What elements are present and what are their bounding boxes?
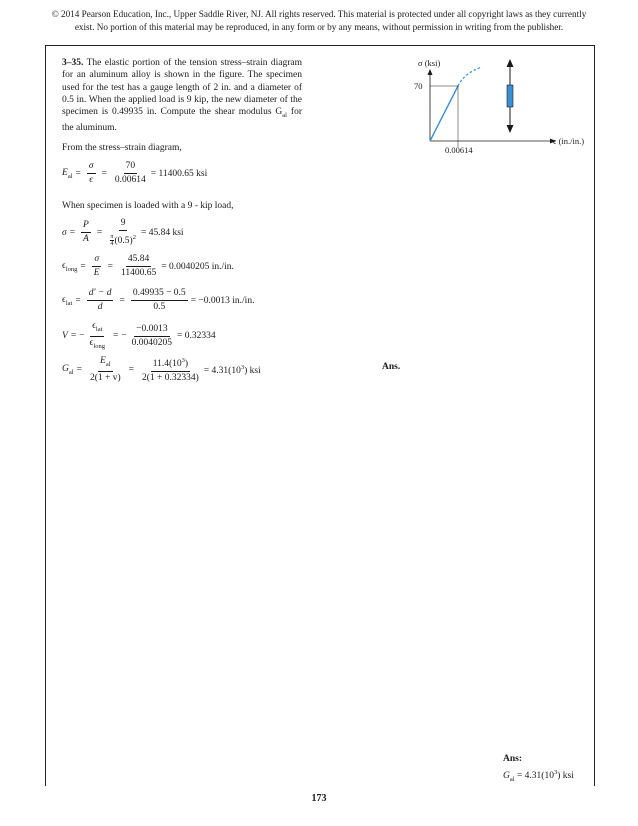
eq6-result-end: ) ksi: [244, 365, 261, 376]
specimen-bottom-arrow: [507, 125, 514, 133]
eq2-pi: π: [110, 232, 114, 240]
eq1-result: = 11400.65 ksi: [150, 168, 208, 179]
eq5-sym-den-sub: long: [93, 342, 105, 350]
equation-g-al: $G_{al}$ = $\frac{E_{al}}{2(1 + v)}$ = $\frac{11.4(10^3)}{2(1 + 0.32334)}$ = $4.31(10^3)$ ksi: [62, 355, 261, 384]
eq2-result: = 45.84 ksi: [140, 227, 184, 238]
problem-text-sub: al: [282, 112, 287, 120]
eq5-sym-den: ϵ: [89, 337, 94, 348]
eq6-result: = 4.31(10: [203, 365, 241, 376]
final-answer-lhs: G: [503, 771, 510, 782]
equation-e-long: $\epsilon_{long}$ = $\frac{\sigma}{E}$ = $\frac{45.84}{11400.65}$ = 0.0040205 in./in.: [62, 254, 234, 278]
eq2-sym-num: P: [83, 220, 89, 231]
eq1-sym-den: ϵ: [89, 175, 94, 185]
eq3-den: 11400.65: [120, 268, 157, 278]
problem-statement: [62, 57, 302, 135]
eq6-sym-den: 2(1 + v): [89, 372, 121, 383]
eq3-num: 45.84: [126, 254, 151, 267]
eq3-lhs-sub: long: [65, 265, 78, 273]
eq6-num: 11.4(10: [152, 359, 182, 370]
eq1-den: 0.00614: [114, 175, 146, 185]
ans-label-inline: Ans.: [382, 362, 401, 372]
eq4-result: = −0.0013 in./in.: [190, 295, 255, 306]
eq1-lhs-sub: al: [67, 172, 73, 180]
eq5-sym-num: ϵ: [92, 321, 96, 331]
eq6-lhs-sub: al: [68, 368, 74, 376]
eq3-sym-den: E: [93, 268, 100, 278]
eq2-lhs: σ: [62, 227, 67, 238]
y-axis-arrow: [428, 69, 433, 75]
eq3-sym-num: σ: [94, 254, 100, 264]
eq4-num: 0.49935 − 0.5: [131, 288, 188, 301]
eq1-sym-num: σ: [88, 161, 94, 171]
problem-number: 3–35.: [62, 58, 84, 68]
equation-sigma: σ = $\frac{P}{A}$ = 9 $\frac{\pi}{4}$ $(0.5)^2$ = 45.84 ksi: [62, 218, 184, 248]
eq5-lhs: V: [62, 331, 68, 342]
specimen-body: [507, 85, 513, 107]
copyright-notice: [20, 8, 618, 33]
eq4-lhs: ϵ: [62, 294, 66, 305]
final-answer-end: ) ksi: [557, 771, 574, 782]
final-answer-value: [503, 766, 574, 787]
eq3-result: = 0.0040205 in./in.: [161, 261, 234, 272]
eq5-num: −0.0013: [134, 324, 169, 337]
final-answer-label: Ans:: [503, 754, 523, 764]
specimen-top-arrow: [507, 59, 514, 67]
eq6-result-exp: 3: [240, 363, 245, 371]
page-number: 173: [311, 793, 327, 804]
intro-stress-strain: From the stress–strain diagram,: [62, 143, 182, 153]
eq4-sym-den: d: [97, 302, 103, 312]
eq2-num: 9: [119, 218, 128, 231]
eq4-sym-num: d′ − d: [88, 288, 112, 298]
eq2-four: 4: [110, 240, 114, 248]
final-answer-box: [503, 752, 574, 787]
x-axis-label: ϵ (in./in.): [553, 136, 585, 146]
eq5-result: = 0.32334: [177, 331, 216, 342]
eq2-sym-den: A: [83, 234, 89, 245]
eq6-num-end: ): [184, 359, 189, 370]
final-answer-exp: 3: [553, 769, 558, 776]
y-tick-label: 70: [414, 81, 423, 91]
copyright-line-2: exist. No portion of this material may be reproduced, in any form or by any means, without permission in writing from the publisher.: [74, 21, 564, 32]
eq6-sym-num-sub: al: [105, 360, 111, 368]
eq3-lhs: ϵ: [62, 260, 66, 271]
equation-e-lat: $\epsilon_{lat}$ = $\frac{d' - d}{d}$ = $\frac{0.49935 - 0.5}{0.5}$ = −0.0013 in./in.: [62, 288, 255, 312]
final-answer-lhs-sub: al: [509, 776, 515, 784]
eq5-den: 0.0040205: [131, 337, 173, 348]
eq1-num: 70: [124, 161, 138, 174]
equation-poisson: V = − $\frac{\epsilon_{lat}}{\epsilon_{long}}$ = − $\frac{-0.0013}{0.0040205}$ = 0.32334: [62, 321, 216, 350]
eq5-neg-1: −: [79, 331, 85, 342]
eq1-lhs: E: [62, 167, 68, 178]
copyright-line-1: © 2014 Pearson Education, Inc., Upper Saddle River, NJ. All rights reserved. This material is protected under all copyright laws as they currently: [51, 9, 587, 19]
elastic-line: [430, 86, 458, 141]
eq5-sym-num-sub: lat: [95, 325, 103, 333]
intro-9-kip: When specimen is loaded with a 9 - kip load,: [62, 201, 234, 211]
plastic-curve: [458, 67, 482, 86]
eq6-sym-num: E: [100, 355, 106, 366]
eq2-den-exp: 2: [132, 234, 136, 241]
eq6-lhs: G: [62, 363, 69, 374]
y-axis-label: σ (ksi): [418, 58, 441, 68]
eq6-den: 2(1 + 0.32334): [141, 373, 199, 384]
x-tick-label: 0.00614: [445, 145, 473, 155]
eq4-den: 0.5: [153, 302, 166, 312]
problem-text: The elastic portion of the tension stress–strain diagram for an aluminum alloy is shown in the figure. The specimen used for the test has a gauge length of 2 in. and a diameter of 0.5 in. When the applied load is 9 kip, the new diameter of the specimen is 0.49935 in. Compute the shear modulus G: [62, 58, 302, 118]
eq6-num-exp: 3: [181, 357, 185, 364]
final-answer-num: = 4.31(10: [514, 771, 554, 782]
equation-e-al: $E_{al}$ = $\frac{\sigma}{\epsilon}$ = $\frac{70}{0.00614}$ = 11400.65 ksi: [62, 161, 208, 185]
eq4-lhs-sub: lat: [65, 299, 73, 307]
problem-text-end: for the aluminum.: [62, 107, 302, 134]
eq2-den-rest: (0.5): [114, 236, 133, 247]
eq5-neg-2: −: [121, 331, 127, 342]
stress-strain-figure: [400, 55, 590, 165]
